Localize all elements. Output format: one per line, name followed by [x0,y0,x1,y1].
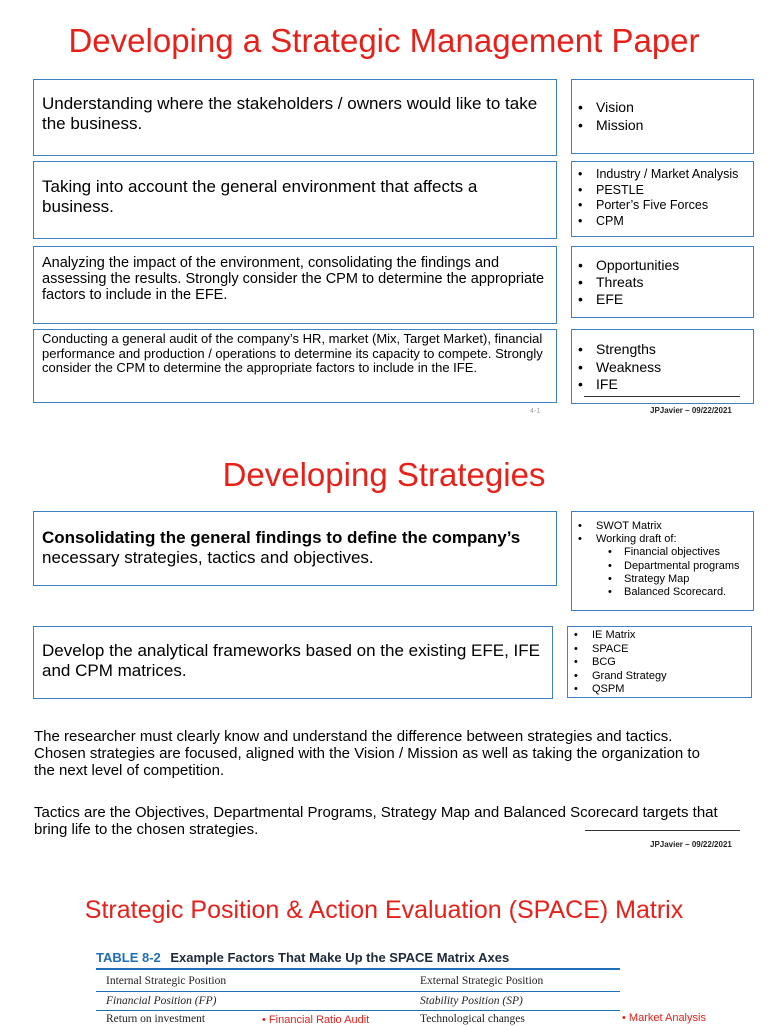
slide1-text-2: Taking into account the general environment that affects a business. [42,177,478,216]
space-table-cell-roi: Return on investment [106,1013,206,1025]
space-table-cell-tech: Technological changes [420,1013,525,1025]
slide1-text-1: Understanding where the stakeholders / owners would like to take the business. [42,94,538,133]
slide1-list-box-4 [571,329,754,404]
slide2-text-1 [42,528,550,567]
slide2-title: Developing Strategies [222,456,546,493]
list-item: • Porter’s Five Forces [574,198,738,214]
slide2-list-2 [570,629,667,697]
slide1-list-box-2 [571,161,754,237]
list-item: • Departmental programs [574,560,740,573]
slide3-title: Strategic Position & Action Evaluation (SPACE) Matrix [84,896,684,924]
annotation-financial-ratio: • Financial Ratio Audit [262,1014,370,1026]
slide1-text-box-3 [33,246,557,324]
slide2-list-box-1 [571,511,754,611]
slide2-text-1-bold: Consolidating the general findings to define the company’s [42,528,521,547]
slide1-list-box-1 [571,79,754,154]
space-table-header-external: External Strategic Position [420,975,544,987]
list-item: • Strategy Map [574,573,740,586]
list-item: • QSPM [570,683,667,697]
slide2-signature-rule [585,830,740,831]
slide2-list-box-2 [567,626,752,698]
slide1-list-2 [574,167,738,229]
slide2-text-2: Develop the analytical frameworks based on the existing EFE, IFE and CPM matrices. [42,641,540,680]
list-item: • Opportunities [574,257,679,274]
list-item: • Vision [574,98,643,116]
list-item: • Mission [574,116,643,134]
slide2-paragraph-2: Tactics are the Objectives, Departmental Programs, Strategy Map and Balanced Scorecard targets that bring life to the chosen strategies. [34,804,718,838]
slide2-paragraph-1: The researcher must clearly know and understand the difference between strategies and tactics. Chosen strategies are focused, aligned with the Vision / Mission as well as taking the organization to the next level of competition. [34,728,700,779]
slide2-footer: JPJavier – 09/22/2021 [650,840,732,849]
list-item: • Weakness [574,359,661,377]
list-item: • SWOT Matrix [574,520,740,533]
space-table-subheader-sp: Stability Position (SP) [420,995,523,1007]
slide2-text-box-1 [33,511,557,586]
space-table-sub-rule [96,1010,620,1011]
slide1-text-3: Analyzing the impact of the environment, consolidating the findings and assessing the results. Strongly consider the CPM to determine the appropriate factors to include in the EFE. [42,255,545,303]
space-table-caption-text: Example Factors That Make Up the SPACE Matrix Axes [170,950,510,965]
list-item: • Threats [574,274,679,291]
slide1-list-3 [574,257,679,308]
list-item: • Strengths [574,341,661,359]
slide2-list-1 [574,520,740,599]
annotation-financial-ratio-text: Financial Ratio Audit [268,1014,370,1026]
space-table-header-internal: Internal Strategic Position [106,975,227,987]
slide1-text-box-1 [33,79,557,156]
list-item: • EFE [574,291,679,308]
slide1-list-1 [574,98,643,134]
list-item: • Financial objectives [574,546,740,559]
list-item: • IFE [574,376,661,394]
space-table-header-rule [96,991,620,992]
slide1-list-4 [574,341,661,394]
space-table-caption [96,950,509,965]
list-item: • SPACE [570,643,667,657]
list-item: • BCG [570,656,667,670]
list-item: • PESTLE [574,183,738,199]
slide1-text-4: Conducting a general audit of the company’s HR, market (Mix, Target Market), financial performance and production / operations to determine its capacity to compete. Strongly consider the CPM to determine the appropriate factors to include in the IFE. [42,331,543,376]
slide1-title: Developing a Strategic Management Paper [68,22,700,59]
slide1-signature-rule [584,396,740,397]
space-table-top-rule [96,968,620,970]
list-item: • Balanced Scorecard. [574,586,740,599]
space-table-number: TABLE 8-2 [96,950,161,965]
slide1-footer: JPJavier – 09/22/2021 [650,406,732,415]
list-item: • Working draft of: [574,533,740,546]
annotation-market-analysis-text: Market Analysis [628,1012,706,1024]
annotation-market-analysis: • Market Analysis [622,1012,706,1024]
list-item: • IE Matrix [570,629,667,643]
space-table-subheader-fp: Financial Position (FP) [106,995,217,1007]
slide2-text-box-2 [33,626,553,699]
slide1-text-box-4 [33,329,557,403]
list-item: • CPM [574,214,738,230]
slide1-list-box-3 [571,246,754,318]
list-item: • Grand Strategy [570,670,667,684]
slide1-page-number: 4-1 [530,408,541,415]
slide2-text-1-rest: necessary strategies, tactics and objectives. [42,547,374,567]
list-item: • Industry / Market Analysis [574,167,738,183]
slide1-text-box-2 [33,161,557,239]
